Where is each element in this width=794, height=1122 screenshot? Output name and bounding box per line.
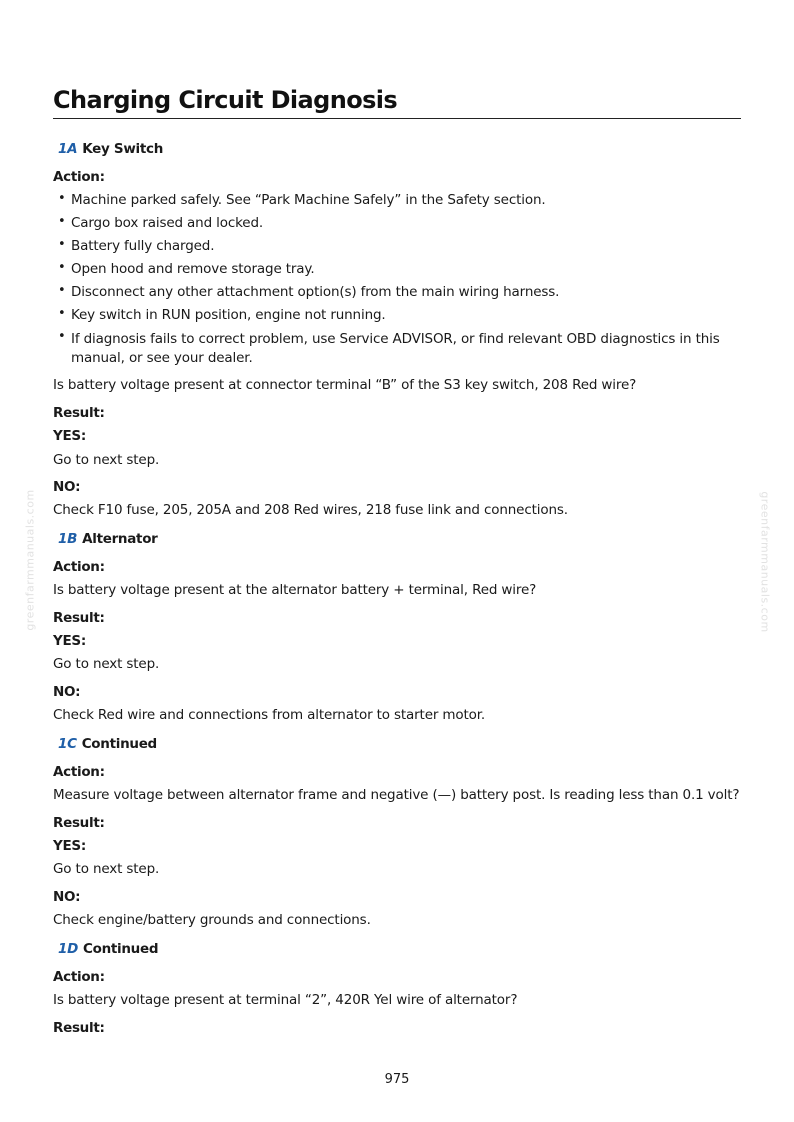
action-label: Action: xyxy=(53,559,105,575)
step-title: Key Switch xyxy=(82,141,164,157)
yes-text: Go to next step. xyxy=(53,656,160,672)
no-text: Check engine/battery grounds and connections. xyxy=(53,912,371,928)
no-text: Check F10 fuse, 205, 205A and 208 Red wires, 218 fuse link and connections. xyxy=(53,502,568,518)
step-number: 1C xyxy=(58,736,77,752)
step-number: 1D xyxy=(58,941,78,957)
result-label: Result: xyxy=(53,1020,105,1036)
yes-label: YES: xyxy=(53,428,86,444)
result-label: Result: xyxy=(53,405,105,421)
bullet-icon: • xyxy=(58,260,66,275)
bullet-icon: • xyxy=(58,306,66,321)
watermark-right: greenfarmmanuals.com xyxy=(758,491,772,633)
bullet-icon: • xyxy=(58,191,66,206)
action-text: Is battery voltage present at the alternator battery + terminal, Red wire? xyxy=(53,582,537,598)
step-title: Alternator xyxy=(82,531,158,547)
action-label: Action: xyxy=(53,969,105,985)
step-number: 1A xyxy=(58,141,78,157)
yes-label: YES: xyxy=(53,633,86,649)
action-text: Measure voltage between alternator frame and negative (—) battery post. Is reading less than 0.1 volt? xyxy=(53,787,740,803)
bullet-icon: • xyxy=(58,237,66,252)
no-label: NO: xyxy=(53,479,81,495)
step-number: 1B xyxy=(58,531,78,547)
action-text: Is battery voltage present at connector terminal “B” of the S3 key switch, 208 Red wire? xyxy=(53,377,637,393)
action-label: Action: xyxy=(53,764,105,780)
result-label: Result: xyxy=(53,815,105,831)
step-heading-1d xyxy=(53,941,158,957)
action-label: Action: xyxy=(53,169,105,185)
bullet-icon: • xyxy=(58,329,66,344)
yes-label: YES: xyxy=(53,838,86,854)
step-heading-1a xyxy=(53,141,163,157)
yes-text: Go to next step. xyxy=(53,452,160,468)
action-text: Is battery voltage present at terminal “2”, 420R Yel wire of alternator? xyxy=(53,992,518,1008)
step-heading-1c xyxy=(53,736,157,752)
step-heading-1b xyxy=(53,531,158,547)
page-title: Charging Circuit Diagnosis xyxy=(53,86,741,119)
no-label: NO: xyxy=(53,889,81,905)
no-label: NO: xyxy=(53,684,81,700)
watermark-left: greenfarmmanuals.com xyxy=(23,489,37,631)
bullet-icon: • xyxy=(58,283,66,298)
page-number: 975 xyxy=(384,1072,410,1087)
step-title: Continued xyxy=(83,941,159,957)
bullet-icon: • xyxy=(58,214,66,229)
step-title: Continued xyxy=(81,736,157,752)
no-text: Check Red wire and connections from alternator to starter motor. xyxy=(53,707,486,723)
result-label: Result: xyxy=(53,610,105,626)
yes-text: Go to next step. xyxy=(53,861,160,877)
